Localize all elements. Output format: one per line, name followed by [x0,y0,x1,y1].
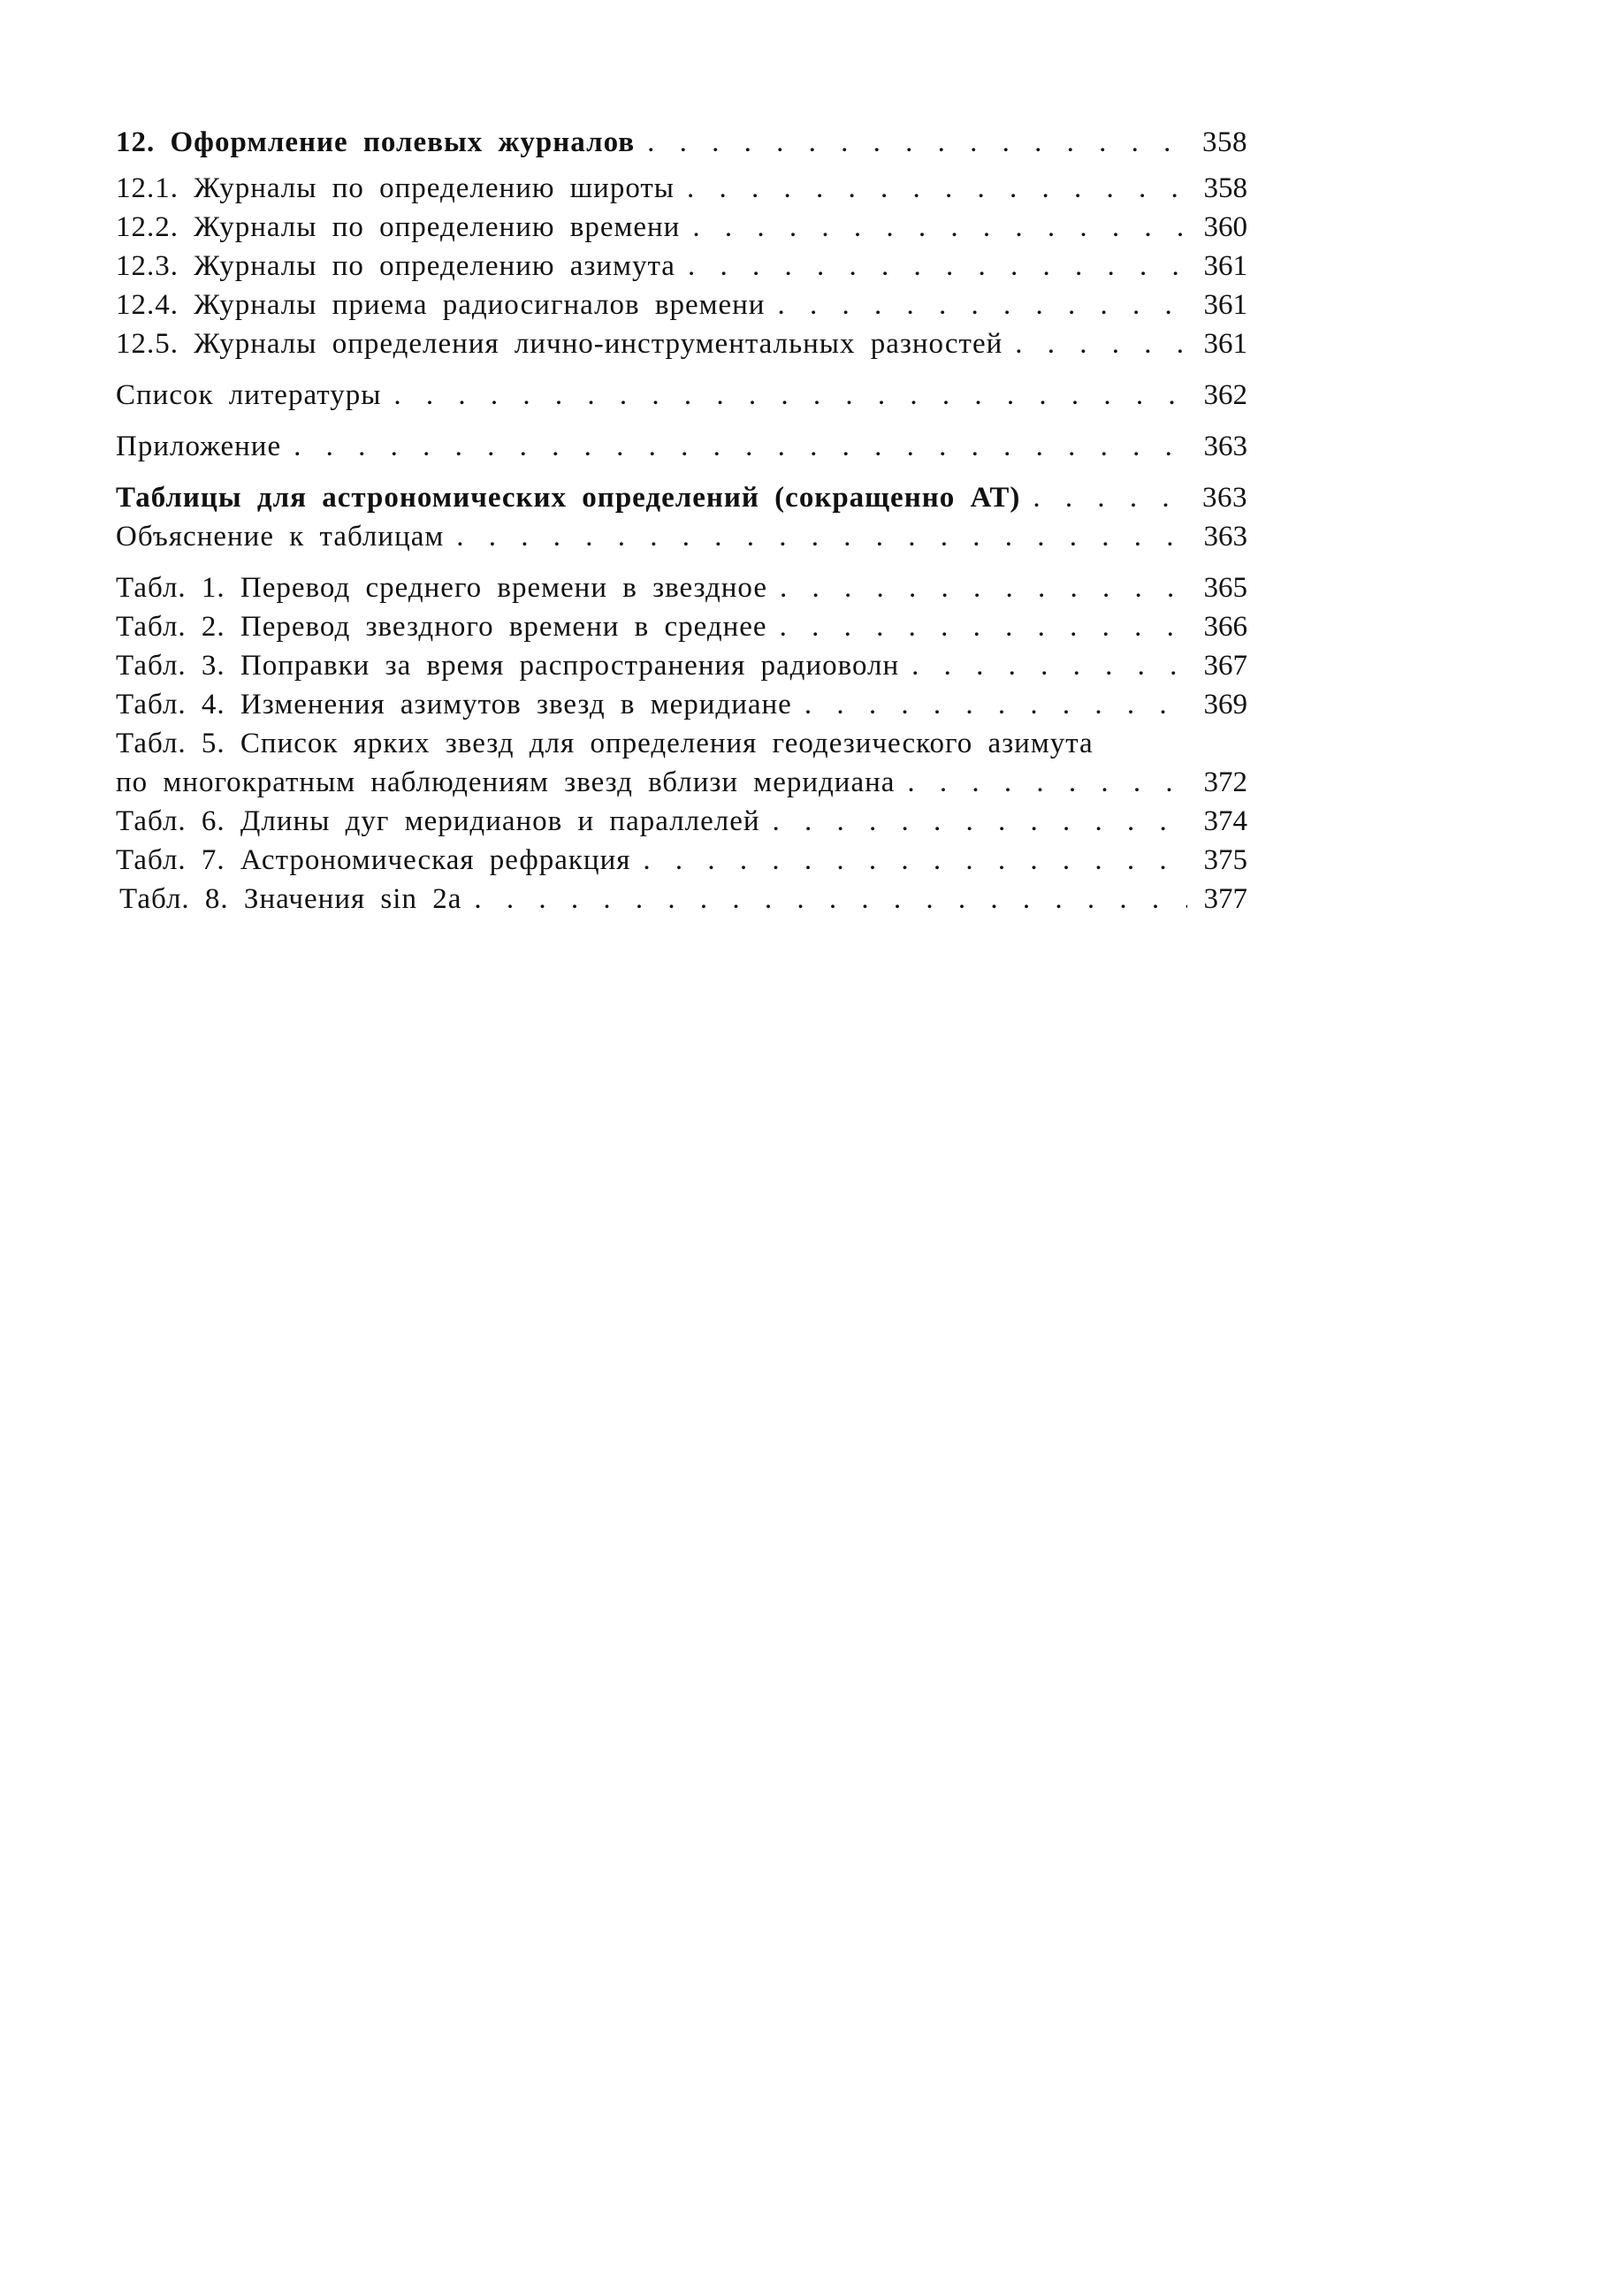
toc-entry-title: Объяснение к таблицам [116,521,445,553]
table-of-contents [116,123,1247,919]
toc-entry-12-5[interactable] [116,324,1247,363]
toc-entry-title: 12.1. Журналы по определению широты [116,172,675,204]
toc-entry-explanation[interactable] [116,517,1247,556]
toc-entry-title: Табл. 3. Поправки за время распространения радиоволн [116,650,900,682]
dot-leader [647,123,1187,162]
dot-leader [907,763,1187,802]
toc-entry-appendix[interactable] [116,427,1247,466]
toc-entry-12-4[interactable] [116,286,1247,324]
toc-entry-12-3[interactable] [116,247,1247,286]
toc-entry-page: 361 [1203,328,1247,360]
toc-entry-table-4[interactable] [116,685,1247,724]
toc-entry-page: 375 [1203,844,1247,876]
toc-entry-title: Таблицы для астрономических определений (сокращенно АТ) [116,482,1021,514]
toc-entry-table-5[interactable] [116,763,1247,802]
dot-leader [773,802,1187,841]
toc-entry-page: 358 [1202,126,1247,158]
toc-entry-12-1[interactable] [116,169,1247,208]
toc-entry-table-7[interactable] [116,841,1247,880]
toc-entry-table-2[interactable] [116,607,1247,646]
dot-leader [1015,324,1187,363]
toc-entry-table-1[interactable] [116,568,1247,607]
dot-leader [911,646,1187,685]
toc-entry-title: Приложение [116,431,282,462]
toc-entry-page: 363 [1202,482,1247,514]
dot-leader [1033,478,1187,517]
toc-entry-page: 363 [1203,431,1247,462]
dot-leader [777,286,1187,324]
toc-entry-page: 363 [1203,521,1247,553]
toc-entry-title: 12.4. Журналы приема радиосигналов времени [116,289,766,321]
dot-leader [643,841,1187,880]
dot-leader [456,517,1187,556]
toc-entry-title: Табл. 8. Значения sin 2a [119,883,462,915]
toc-entry-title: Табл. 4. Изменения азимутов звезд в меридиане [116,689,792,720]
dot-leader [688,247,1187,286]
dot-leader [804,685,1187,724]
toc-entry-table-6[interactable] [116,802,1247,841]
toc-entry-page: 361 [1203,289,1247,321]
dot-leader [692,208,1187,247]
toc-entry-page: 358 [1203,172,1247,204]
dot-leader [294,427,1187,466]
dot-leader [687,169,1187,208]
dot-leader [474,880,1187,919]
toc-entry-title: 12.2. Журналы по определению времени [116,211,681,243]
toc-entry-page: 372 [1203,766,1247,798]
toc-entry-references[interactable] [116,376,1247,415]
toc-entry-page: 361 [1203,250,1247,282]
toc-entry-title: Список литературы [116,379,382,411]
toc-entry-page: 365 [1203,572,1247,604]
toc-entry-page: 360 [1203,211,1247,243]
dot-leader [780,607,1187,646]
toc-entry-title: 12.5. Журналы определения лично-инструментальных разностей [116,328,1003,360]
toc-entry-chapter-12[interactable] [116,123,1247,162]
toc-entry-table-3[interactable] [116,646,1247,685]
dot-leader [393,376,1187,415]
toc-entry-title: Табл. 6. Длины дуг меридианов и параллелей [116,805,760,837]
toc-entry-title: по многократным наблюдениям звезд вблизи меридиана [116,766,896,798]
toc-entry-title: Табл. 2. Перевод звездного времени в среднее [116,611,767,643]
toc-entry-title: 12.3. Журналы по определению азимута [116,250,675,282]
toc-entry-page: 362 [1203,379,1247,411]
toc-entry-table-8[interactable] [116,880,1247,919]
toc-entry-page: 367 [1203,650,1247,682]
toc-entry-title: 12. Оформление полевых журналов [116,126,636,158]
toc-entry-page: 366 [1203,611,1247,643]
dot-leader [780,568,1187,607]
toc-entry-table-5-line-1[interactable]: Табл. 5. Список ярких звезд для определения геодезического азимута [116,728,1094,759]
toc-entry-page: 377 [1203,883,1247,915]
toc-entry-title: Табл. 1. Перевод среднего времени в звездное [116,572,767,604]
toc-entry-page: 374 [1203,805,1247,837]
toc-entry-page: 369 [1203,689,1247,720]
toc-entry-tables-section[interactable] [116,478,1247,517]
toc-entry-title: Табл. 7. Астрономическая рефракция [116,844,631,876]
toc-entry-12-2[interactable] [116,208,1247,247]
